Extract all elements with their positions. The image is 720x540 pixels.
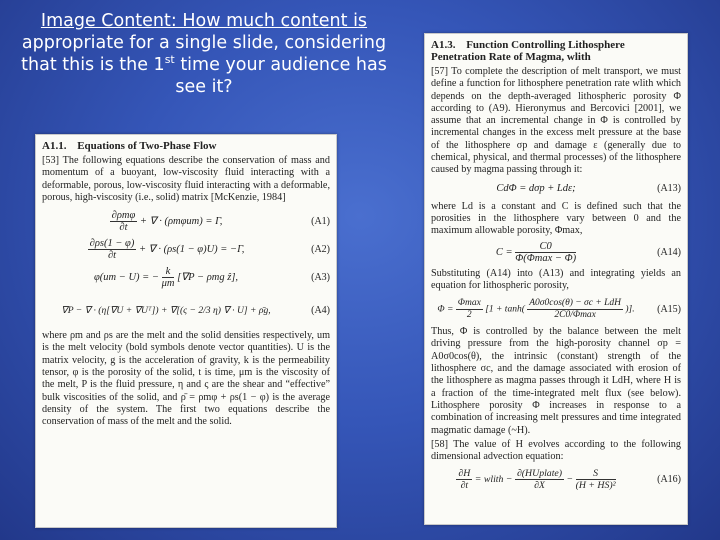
eq-a16-term2-numerator: ∂(HUplate) xyxy=(516,467,563,479)
eq-a16-mid: = wlith − xyxy=(474,473,515,485)
eq-a3-rhs: [∇P − ρmg ẑ], xyxy=(177,271,239,283)
eq-a16-term3-denominator: (H + HS)² xyxy=(575,479,616,491)
eq-a15-lhs: Φ = xyxy=(437,304,456,315)
equation-a4 xyxy=(42,292,330,328)
equation-a13 xyxy=(431,179,681,199)
section-title: Equations of Two-Phase Flow xyxy=(77,140,217,152)
eq-a14-tag: (A14) xyxy=(657,247,681,259)
eq-a1-denominator: ∂t xyxy=(119,221,128,233)
eq-a13-body: CdΦ = dσp + Ldε; xyxy=(496,183,576,195)
equation-a16 xyxy=(431,465,681,493)
paragraph-substituting: Substituting (A14) into (A13) and integrating yields an equation for lithospheric porosity, xyxy=(431,267,681,291)
section-title: Function Controlling Lithosphere Penetration Rate of Magma, wlith xyxy=(431,39,625,63)
eq-a16-denominator: ∂t xyxy=(460,479,469,491)
eq-a16-term3-numerator: S xyxy=(576,468,616,480)
slide-title-line-2: appropriate for a single slide, considering xyxy=(21,33,387,53)
paragraph-58: [58] The value of H evolves according to the following dimensional advection equation: xyxy=(431,438,681,463)
eq-a15-bracket-close: )]. xyxy=(625,304,635,315)
eq-a15-tag: (A15) xyxy=(657,303,681,315)
eq-a1-numerator: ∂ρmφ xyxy=(111,209,136,221)
eq-a16-numerator: ∂H xyxy=(458,467,471,479)
section-number: A1.3. xyxy=(431,39,456,51)
eq-a15-denominator: 2 xyxy=(466,309,472,320)
paragraph-constants: where Ld is a constant and C is defined such that the porosities in the lithosphere vary between 0 and the maximum allowable porosity, Φmax, xyxy=(431,200,681,237)
eq-a2-denominator: ∂t xyxy=(107,249,117,261)
eq-a14-lhs: C = xyxy=(495,246,516,258)
section-number: A1.1. xyxy=(42,140,67,152)
slide-title-line-4: see it? xyxy=(175,77,233,97)
eq-a1-rhs: + ∇ · (ρmφum) = Γ, xyxy=(139,215,223,227)
eq-a4-body: ∇P − ∇ · (η[∇U + ∇Uᵀ]) + ∇[(ς − 2/3 η) ∇ · U] + ρ̄g, xyxy=(61,304,271,316)
equation-a2 xyxy=(42,236,330,262)
equation-a15 xyxy=(431,294,681,324)
paragraph-thus: Thus, Φ is controlled by the balance between the melt driving pressure from the high-porosity channel σp = A0σ0cos(θ), the intrinsic (constant) strength of the lithosphere σc, and the damage associated with erosion of the lithosphere as magma passes through it LdH, where H is a fraction of the time-integrated melt flux (see below). Lithosphere porosity Φ increases in response to a combination of increasing melt pressures and time integrated magmatic damage (~H). xyxy=(431,326,681,436)
equation-a1 xyxy=(42,208,330,234)
eq-a16-minus: − xyxy=(566,473,576,485)
equation-a14 xyxy=(431,240,681,266)
eq-a14-numerator: C0 xyxy=(515,241,576,253)
slide-title-line-3a: that this is the 1 xyxy=(21,55,165,75)
eq-a13-tag: (A13) xyxy=(657,183,681,195)
eq-a3-prefix: φ(um − U) = − xyxy=(93,271,159,283)
intro-paragraph: [53] The following equations describe the conservation of mass and momentum of a buoyant, low-viscosity fluid interacting with a deformable, porous, low-viscosity fluid interacting with a deformable, porous, high-viscosity (i.e., solid) matrix [McKenzie, 1984] xyxy=(42,155,330,203)
slide-title-superscript: st xyxy=(164,53,175,67)
section-heading xyxy=(42,140,330,152)
eq-a3-numerator: k xyxy=(162,266,175,278)
eq-a15-inner-numerator: A0σ0cos(θ) − σc + LdH xyxy=(529,297,622,308)
eq-a16-tag: (A16) xyxy=(657,473,681,485)
slide-title-underlined: Image Content: How much content is xyxy=(40,11,368,31)
paper-excerpt-lithosphere-penetration xyxy=(424,33,688,525)
eq-a4-tag: (A4) xyxy=(311,304,330,316)
explanation-paragraph: where ρm and ρs are the melt and the solid densities respectively, um is the melt velocity (bold symbols denote vector quantities). U is the matrix velocity, g is the acceleration of gravity, k is the permeability tensor, φ is the porosity of the solid, t is time, μm is the viscosity of the melt, P is the fluid pressure, η and ς are the shear and “effective” bulk viscosities of the solid, and ρ̄ = ρmφ + ρs(1 − φ) is the average density of the system. The first two equations describe the conservation of mass of the melt and the solid. xyxy=(42,330,330,428)
eq-a2-rhs: + ∇ · (ρs(1 − φ)U) = −Γ, xyxy=(138,243,245,255)
eq-a14-denominator: Φ(Φmax − Φ) xyxy=(515,253,577,265)
eq-a3-tag: (A3) xyxy=(311,271,330,283)
eq-a15-inner-denominator: 2C0/Φmax xyxy=(554,309,596,320)
eq-a3-denominator: μm xyxy=(161,277,175,289)
eq-a15-bracket-open: [1 + tanh( xyxy=(485,304,525,315)
slide-title xyxy=(8,10,400,98)
eq-a16-term2-denominator: ∂X xyxy=(534,479,545,491)
section-heading xyxy=(431,39,681,63)
eq-a2-tag: (A2) xyxy=(311,243,330,255)
paragraph-57: [57] To complete the description of melt transport, we must define a function for lithosphere penetration rate wlith which depends on the depth-averaged lithospheric porosity Φ according to (A9). Hieronymus and Bercovici [2001], we assume that an incremental change in Φ is controlled by incremental changes in the excess melt pressure at the base of the lithosphere σp and damage ε (generally due to chemical, physical, and thermal processes) of the lithosphere caused by magma passing through it: xyxy=(431,66,681,176)
slide-title-line-3b: time your audience has xyxy=(174,55,387,75)
equation-a3 xyxy=(42,264,330,290)
paper-excerpt-two-phase-flow xyxy=(35,134,337,528)
eq-a2-numerator: ∂ρs(1 − φ) xyxy=(89,237,135,249)
eq-a15-numerator: Φmax xyxy=(457,297,481,308)
eq-a1-tag: (A1) xyxy=(311,215,330,227)
